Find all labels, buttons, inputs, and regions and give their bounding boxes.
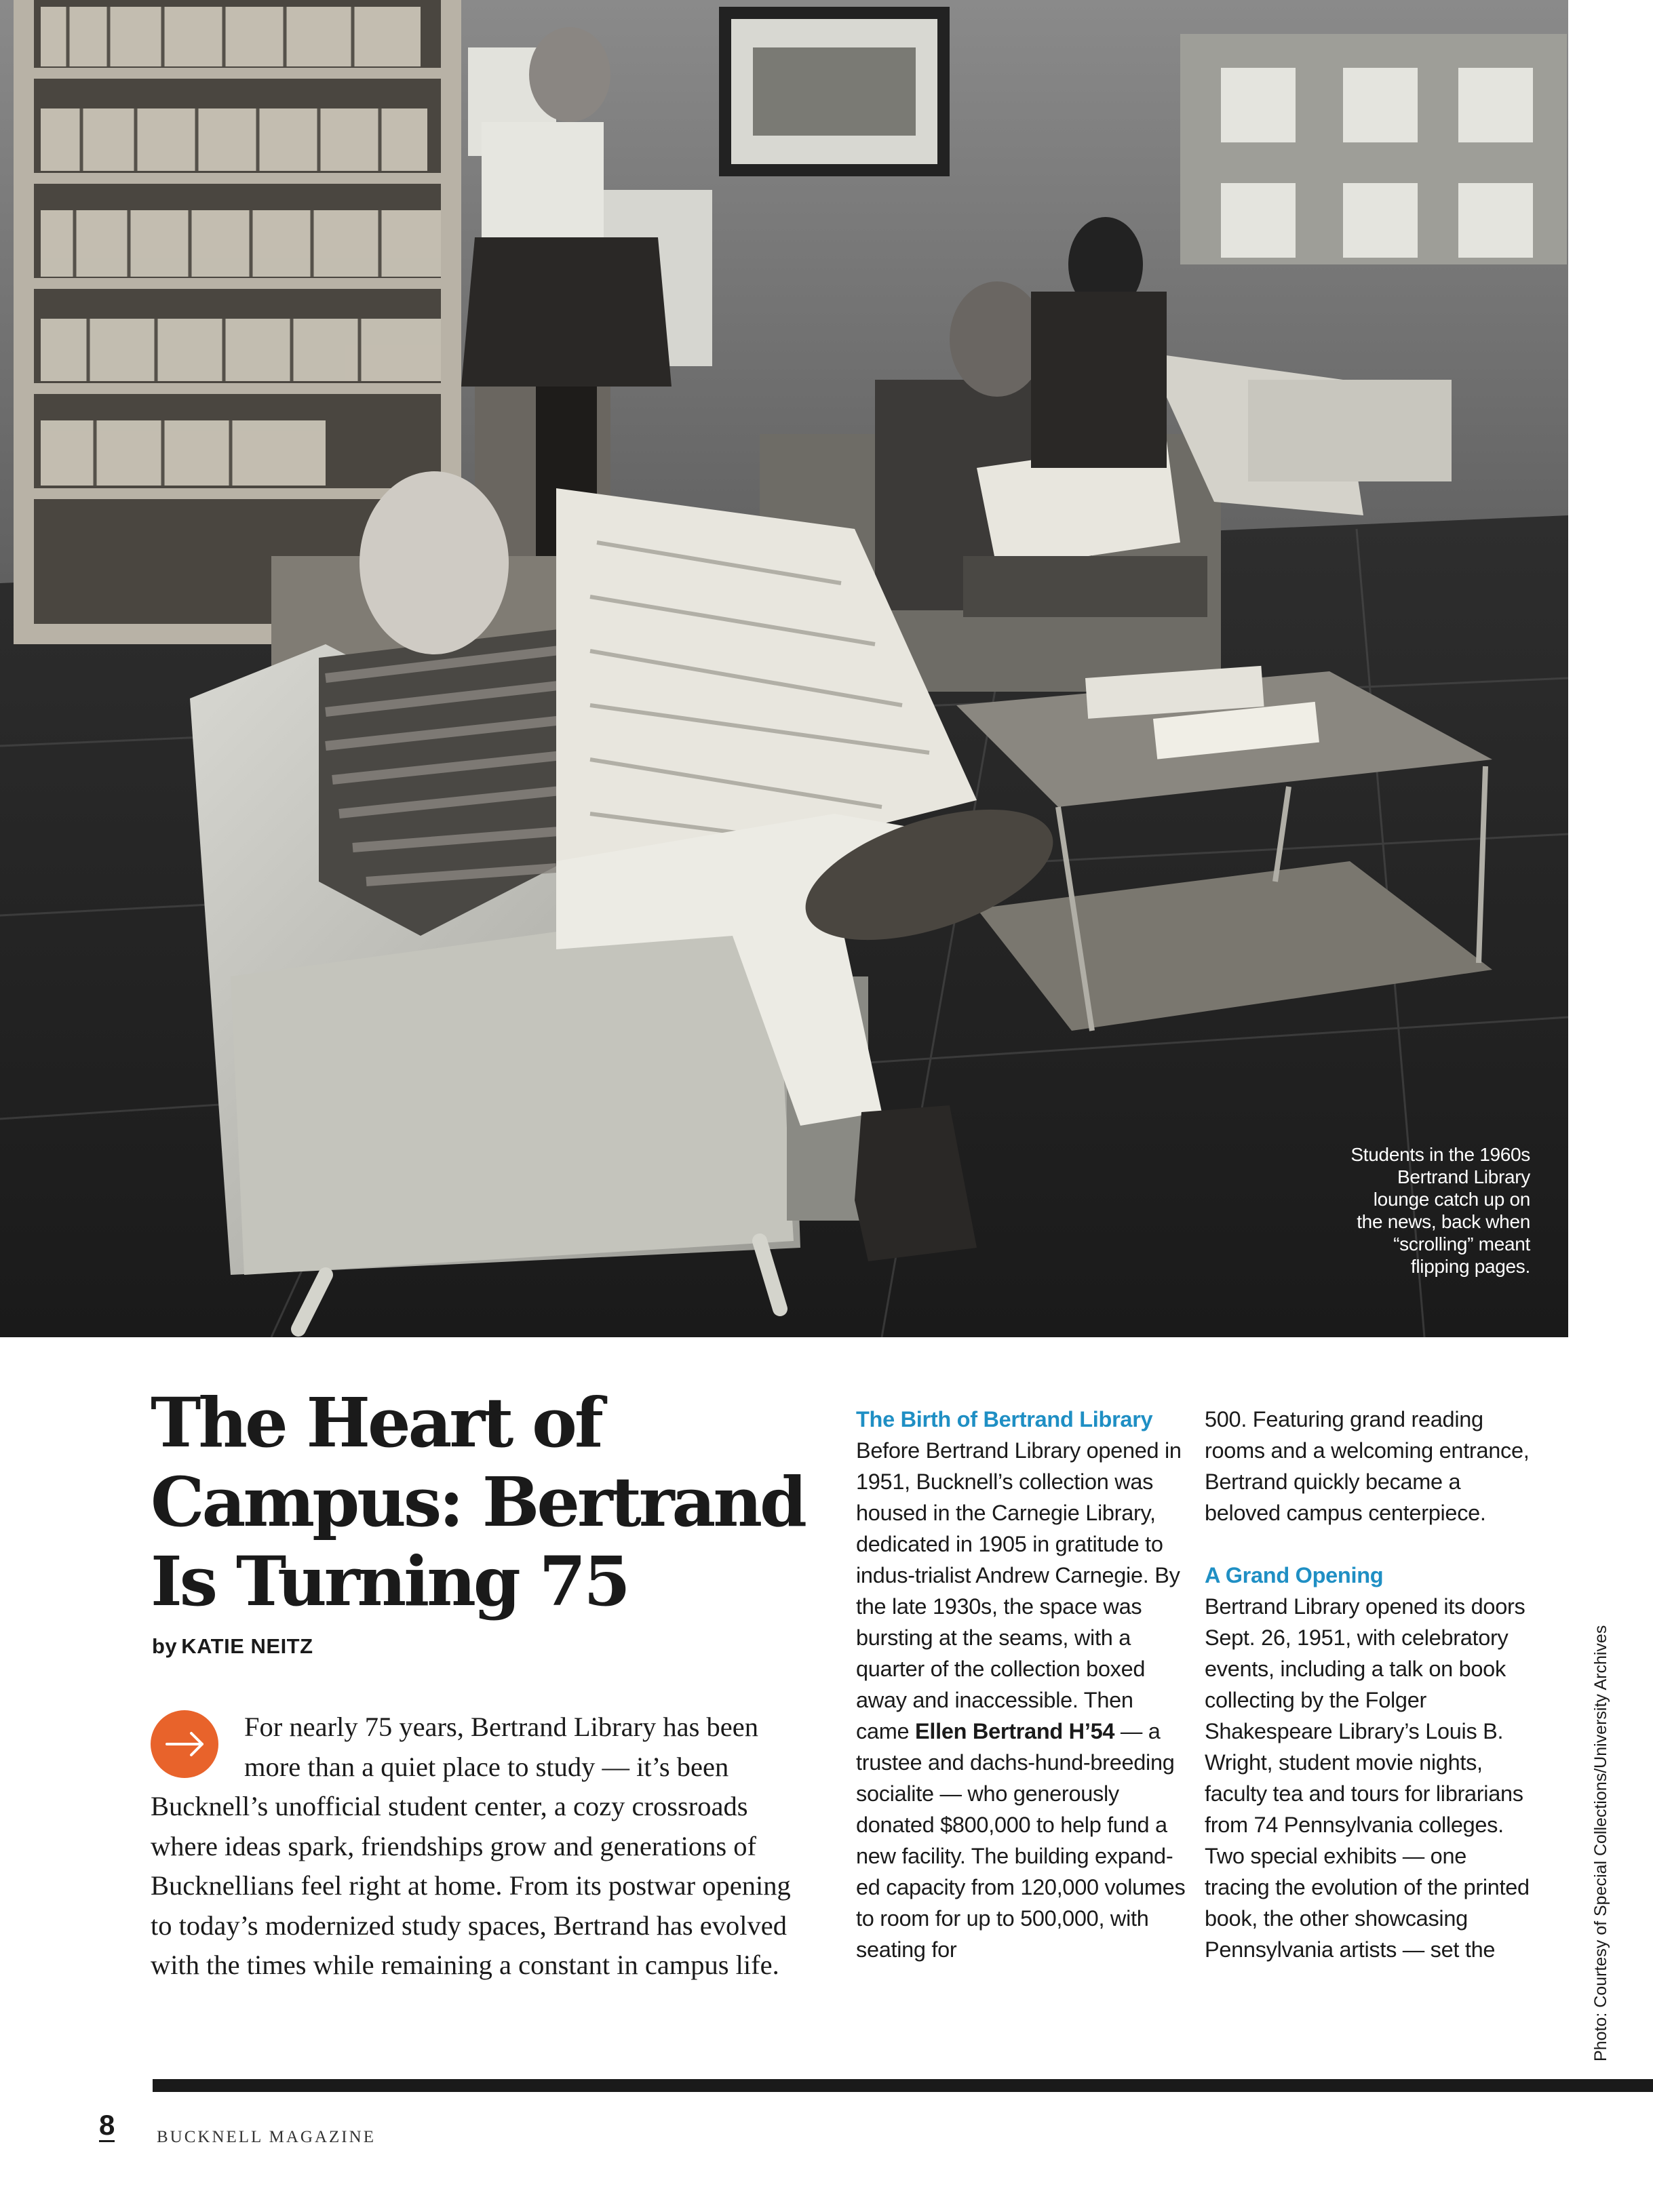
intro-paragraph <box>151 1707 802 1986</box>
body-text: — a trustee and dachs-hund-breeding socialite — who generously donated $800,000 to help fund a new facility. The building expand-ed capacity from 120,000 volumes to room for up to 500,000, with seating for <box>856 1719 1186 1962</box>
photo-caption <box>1286 1143 1530 1278</box>
article-column-1 <box>856 1404 1188 1965</box>
caption-line: the news, back when <box>1357 1211 1530 1232</box>
title-line: Campus: Bertrand <box>151 1462 804 1542</box>
title-line: Is Turning 75 <box>151 1541 628 1621</box>
caption-line: Bertrand Library <box>1397 1166 1530 1187</box>
intro-text: For nearly 75 years, Bertrand Library has been more than a quiet place to study — it’s been Bucknell’s unofficial student center, a cozy crossroads where ideas spark, friendships grow and generations of Bucknellians feel right at home. From its postwar opening to today’s modernized study spaces, Bertrand has evolved with the times while remaining a constant in campus life. <box>151 1712 791 1980</box>
article-title <box>151 1383 829 1621</box>
caption-line: “scrolling” meant <box>1393 1233 1530 1255</box>
byline-author: KATIE NEITZ <box>181 1634 313 1658</box>
page-number: 8 <box>99 2109 115 2141</box>
article-column-2 <box>1205 1404 1537 1965</box>
caption-line: Students in the 1960s <box>1350 1144 1530 1165</box>
body-text: Before Bertrand Library opened in 1951, Bucknell’s collection was housed in the Carnegie Library, dedicated in 1905 in gratitude to indus-trialist Andrew Carnegie. By the late 1930s, the space was bursting at the seams, with a quarter of the collection boxed away and inaccessible. Then came <box>856 1438 1182 1743</box>
caption-line: lounge catch up on <box>1373 1189 1530 1210</box>
caption-line: flipping pages. <box>1410 1256 1530 1277</box>
magazine-name: BUCKNELL MAGAZINE <box>157 2128 376 2146</box>
bold-name: Ellen Bertrand H’54 <box>915 1719 1115 1743</box>
section-heading-birth: The Birth of Bertrand Library <box>856 1407 1153 1431</box>
footer-rule <box>153 2079 1653 2092</box>
photo-credit: Photo: Courtesy of Special Collections/University Archives <box>1591 1625 1610 2061</box>
section-body-birth-continued: 500. Featuring grand reading rooms and a welcoming entrance, Bertrand quickly became a beloved campus centerpiece. <box>1205 1407 1530 1525</box>
section-heading-opening: A Grand Opening <box>1205 1563 1384 1587</box>
byline-prefix: by <box>152 1634 178 1658</box>
section-body-birth <box>856 1435 1188 1965</box>
title-line: The Heart of <box>151 1383 601 1463</box>
section-body-opening: Bertrand Library opened its doors Sept. 26, 1951, with celebratory events, including a talk on book collecting by the Folger Shakespeare Library’s Louis B. Wright, student movie nights, faculty tea and tours for librarians from 74 Pennsylvania colleges. Two special exhibits — one tracing the evolution of the printed book, the other showcasing Pennsylvania artists — set the <box>1205 1594 1530 1962</box>
byline <box>152 1634 313 1659</box>
